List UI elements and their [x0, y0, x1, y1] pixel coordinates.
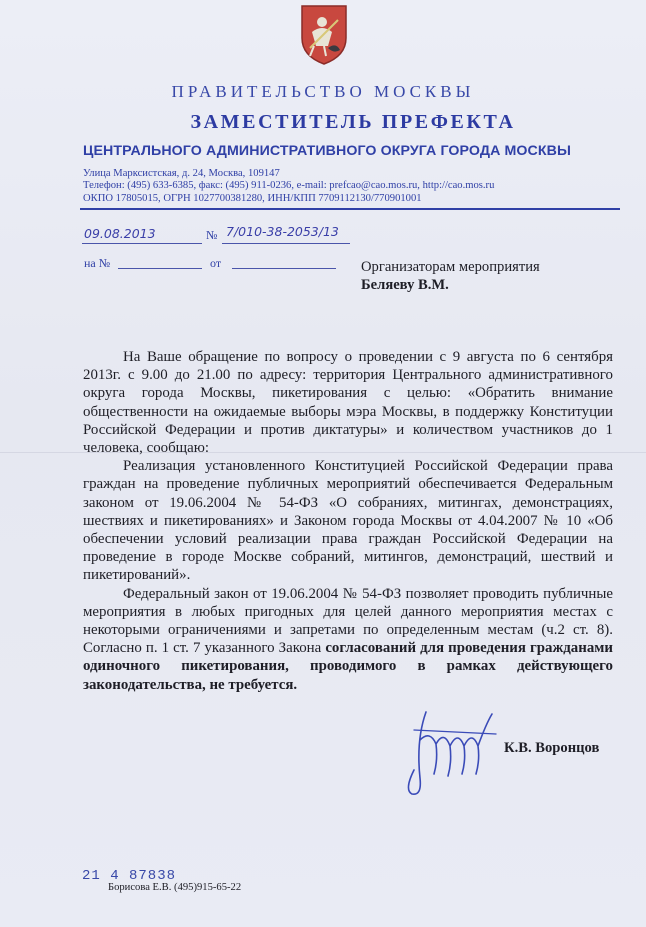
number-sign: №: [206, 228, 218, 242]
body-text-bold: согласований для проведения гражданами одиночного пикетирования, проводимого в рамках действующего законодательства, не требуется.: [83, 640, 614, 693]
signer-name: К.В. Воронцов: [504, 740, 600, 756]
government-title: ПРАВИТЕЛЬСТВО МОСКВЫ: [171, 82, 475, 101]
body-text-regular: Федеральный закон от 19.06.2004 № 54-ФЗ позволяет проводить публичные мероприятия в любых пригодных для целей данного мероприятия местах с некоторыми ограничениями и запретами по определенным местам (ч.2 ст. 8). Согласно п. 1 ст. 7 указанного Закона: [83, 585, 613, 657]
ref-number-underline: [118, 268, 202, 269]
moscow-coat-of-arms-icon: [298, 2, 350, 66]
addressee-line: Организаторам мероприятия: [361, 259, 540, 275]
letter-body: [83, 348, 613, 694]
handwritten-signature-icon: [396, 700, 506, 800]
body-paragraph: Реализация установленного Конституцией Российской Федерации права граждан на проведение публичных мероприятий обеспечивается Федеральным законом от 19.06.2004 № 54-ФЗ «О собраниях, митингах, демонстрациях, шествиях и пикетированиях» и Законом города Москвы от 4.04.2007 № 10 «Об обеспечении условий реализации права граждан Российской Федерации на проведение в городе Москве собраний, митингов, демонстраций, шествий и пикетирований».: [83, 458, 613, 584]
codes-line: ОКПО 17805015, ОГРН 1027700381280, ИНН/КПП 7709112130/770901001: [83, 192, 422, 204]
contacts-line: Телефон: (495) 633-6385, факс: (495) 911-0236, e-mail: prefcao@cao.mos.ru, http://cao.mos.ru: [83, 180, 495, 192]
registration-date: 09.08.2013: [84, 226, 156, 241]
ref-from-underline: [232, 268, 336, 269]
district-title: ЦЕНТРАЛЬНОГО АДМИНИСТРАТИВНОГО ОКРУГА ГОРОДА МОСКВЫ: [83, 143, 571, 159]
body-paragraph: [83, 585, 613, 694]
registration-number: 7/010-38-2053/13: [226, 224, 339, 239]
addressee-name: Беляеву В.М.: [361, 277, 449, 293]
letterhead-divider: [80, 208, 620, 210]
ref-from-label: от: [210, 256, 222, 270]
letterhead-contacts: [83, 168, 494, 205]
date-underline: [82, 243, 202, 244]
number-underline: [222, 243, 350, 244]
ref-number-label: на №: [84, 256, 111, 270]
address-line: Улица Марксистская, д. 24, Москва, 109147: [83, 168, 280, 179]
executor-line: Борисова Е.В. (495)915-65-22: [108, 882, 242, 893]
addressee-block: [361, 258, 540, 294]
stamp-number: 21 4 87838: [82, 868, 177, 884]
deputy-prefect-title: ЗАМЕСТИТЕЛЬ ПРЕФЕКТА: [190, 111, 516, 133]
body-paragraph: На Ваше обращение по вопросу о проведении с 9 августа по 6 сентября 2013г. с 9.00 до 21.00 по адресу: территория Центрального административного округа города Москвы, пикетирования с целью: «Обратить внимание общественности на ожидаемые выборы мэра Москвы, в поддержку Конституции Российской Федерации и против диктатуры» и количеством участников до 1 человека, сообщаю:: [83, 349, 613, 457]
